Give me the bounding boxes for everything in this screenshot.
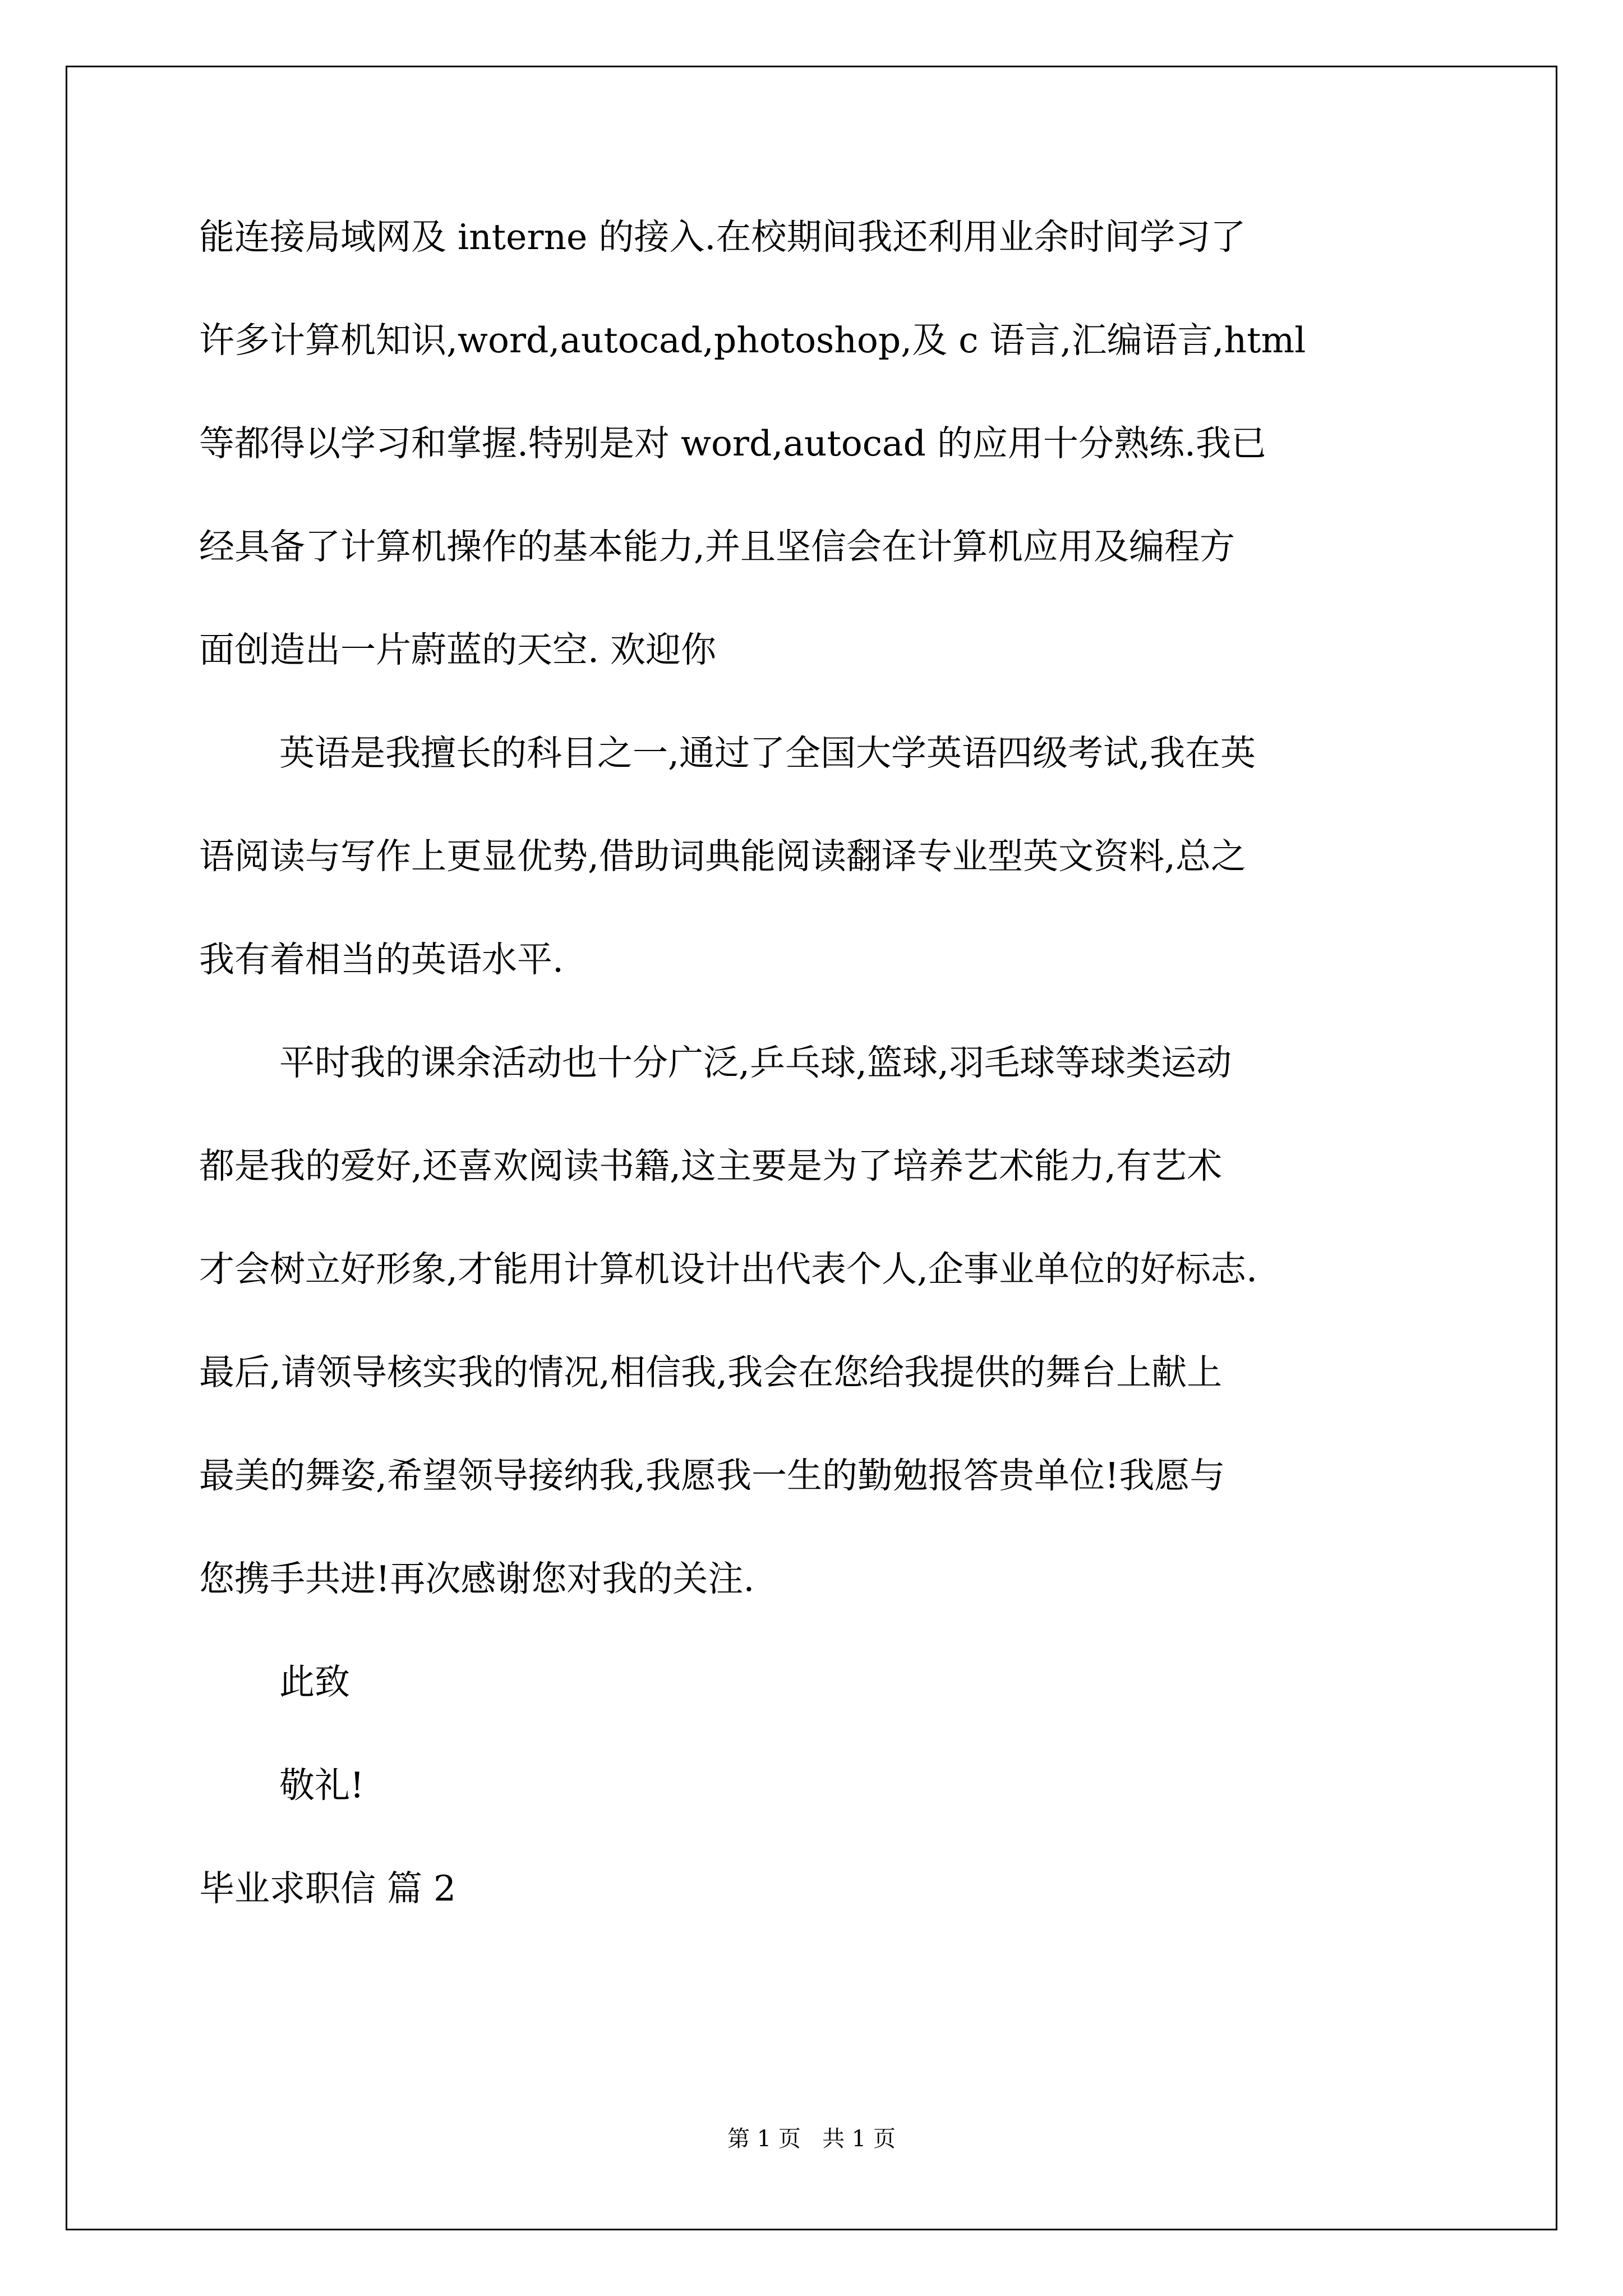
paragraph-closing-line-3: 您携手共进!再次感谢您对我的关注. [199,1558,755,1599]
body-line-2: 许多计算机知识,word,autocad,photoshop,及 c 语言,汇编语言,html [199,320,1306,361]
body-line-5: 面创造出一片蔚蓝的天空. 欢迎你 [199,629,717,670]
body-line-4: 经具备了计算机操作的基本能力,并且坚信会在计算机应用及编程方 [199,526,1235,567]
paragraph-closing-line-1: 最后,请领导核实我的情况,相信我,我会在您给我提供的舞台上献上 [199,1352,1223,1393]
document-body [199,210,1433,1965]
page-footer: 第 1 页 共 1 页 [727,2126,896,2152]
paragraph-english-line-3: 我有着相当的英语水平. [199,939,564,980]
paragraph-closing-line-2: 最美的舞姿,希望领导接纳我,我愿我一生的勤勉报答贵单位!我愿与 [199,1455,1225,1496]
section-heading: 毕业求职信 篇 2 [199,1868,457,1909]
body-line-3: 等都得以学习和掌握.特别是对 word,autocad 的应用十分熟练.我已 [199,423,1266,464]
salutation-jing-li: 敬礼! [279,1765,365,1806]
paragraph-activities-line-3: 才会树立好形象,才能用计算机设计出代表个人,企事业单位的好标志. [199,1249,1258,1290]
paragraph-english-line-2: 语阅读与写作上更显优势,借助词典能阅读翻译专业型英文资料,总之 [199,836,1247,877]
salutation-ci-zhi: 此致 [279,1662,350,1703]
paragraph-english-line-1: 英语是我擅长的科目之一,通过了全国大学英语四级考试,我在英 [279,733,1256,774]
paragraph-activities-line-1: 平时我的课余活动也十分广泛,乒乓球,篮球,羽毛球等球类运动 [279,1042,1232,1083]
body-line-1: 能连接局域网及 interne 的接入.在校期间我还利用业余时间学习了 [199,217,1246,257]
paragraph-activities-line-2: 都是我的爱好,还喜欢阅读书籍,这主要是为了培养艺术能力,有艺术 [199,1145,1223,1186]
